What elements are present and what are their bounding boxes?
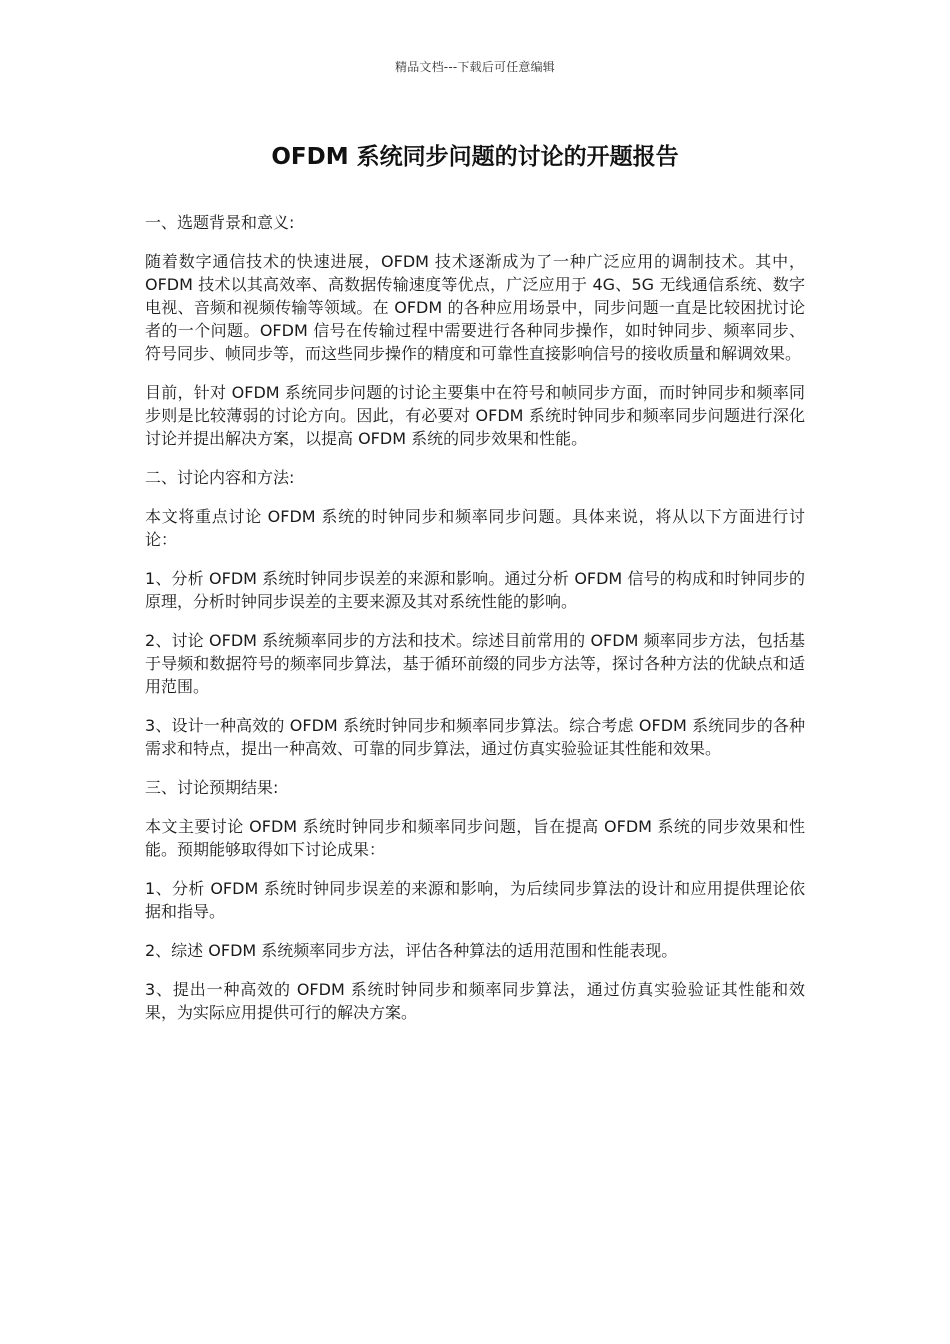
paragraph-background-1: 随着数字通信技术的快速进展，OFDM 技术逐渐成为了一种广泛应用的调制技术。其中，OFDM 技术以其高效率、高数据传输速度等优点，广泛应用于 4G、5G 无线通信系统、数字电视、音频和视频传输等领域。在 OFDM 的各种应用场景中，同步问题一直是比较困扰讨论者的一个问题。OFDM 信号在传输过程中需要进行各种同步操作，如时钟同步、频率同步、符号同步、帧同步等，而这些同步操作的精度和可靠性直接影响信号的接收质量和解调效果。 xyxy=(145,252,805,363)
section-heading-content: 二、讨论内容和方法: xyxy=(145,468,295,487)
paragraph-results-intro: 本文主要讨论 OFDM 系统时钟同步和频率同步问题，旨在提高 OFDM 系统的同步效果和性能。预期能够取得如下讨论成果： xyxy=(145,817,805,859)
list-item-content-1: 1、分析 OFDM 系统时钟同步误差的来源和影响。通过分析 OFDM 信号的构成和时钟同步的原理，分析时钟同步误差的主要来源及其对系统性能的影响。 xyxy=(145,569,805,611)
list-item-results-1: 1、分析 OFDM 系统时钟同步误差的来源和影响，为后续同步算法的设计和应用提供理论依据和指导。 xyxy=(145,879,805,921)
list-item-results-2: 2、综述 OFDM 系统频率同步方法，评估各种算法的适用范围和性能表现。 xyxy=(145,941,678,960)
paragraph-background-2: 目前，针对 OFDM 系统同步问题的讨论主要集中在符号和帧同步方面，而时钟同步和频率同步则是比较薄弱的讨论方向。因此，有必要对 OFDM 系统时钟同步和频率同步问题进行深化讨论并提出解决方案，以提高 OFDM 系统的同步效果和性能。 xyxy=(145,383,805,448)
list-item-content-2: 2、讨论 OFDM 系统频率同步的方法和技术。综述目前常用的 OFDM 频率同步方法，包括基于导频和数据符号的频率同步算法，基于循环前缀的同步方法等，探讨各种方法的优缺点和适用范围。 xyxy=(145,631,805,696)
page-header-watermark: 精品文档---下载后可任意编辑 xyxy=(395,60,555,74)
section-heading-results: 三、讨论预期结果: xyxy=(145,778,279,797)
list-item-content-3: 3、设计一种高效的 OFDM 系统时钟同步和频率同步算法。综合考虑 OFDM 系统同步的各种需求和特点，提出一种高效、可靠的同步算法，通过仿真实验验证其性能和效果。 xyxy=(145,716,805,758)
document-body xyxy=(145,211,805,1040)
section-heading-background: 一、选题背景和意义: xyxy=(145,213,295,232)
list-item-results-3: 3、提出一种高效的 OFDM 系统时钟同步和频率同步算法，通过仿真实验验证其性能和效果，为实际应用提供可行的解决方案。 xyxy=(145,980,805,1022)
document-title: OFDM 系统同步问题的讨论的开题报告 xyxy=(271,144,679,170)
paragraph-content-intro: 本文将重点讨论 OFDM 系统的时钟同步和频率同步问题。具体来说，将从以下方面进行讨论： xyxy=(145,507,805,549)
